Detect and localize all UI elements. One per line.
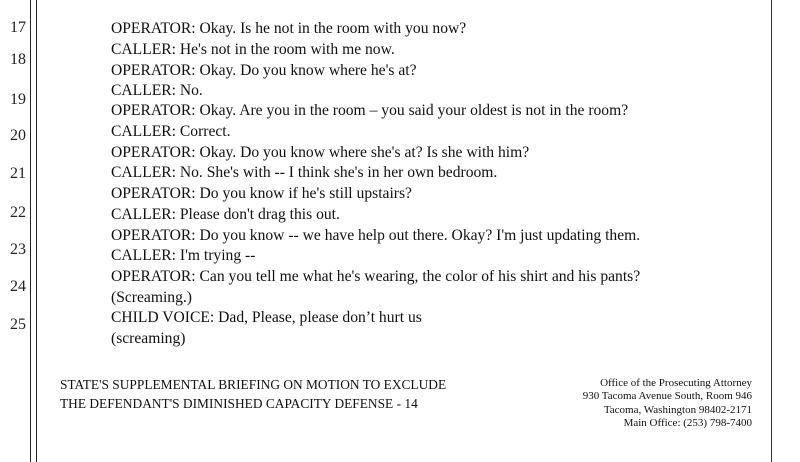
line-number: 21 bbox=[10, 165, 26, 182]
transcript-line: CALLER: No. bbox=[111, 82, 203, 99]
line-number: 19 bbox=[10, 91, 26, 108]
line-number: 23 bbox=[10, 241, 26, 258]
left-margin-rule-outer bbox=[30, 0, 31, 462]
transcript-line: CALLER: Please don't drag this out. bbox=[111, 206, 340, 223]
transcript-line: OPERATOR: Do you know -- we have help out there. Okay? I'm just updating them. bbox=[111, 227, 641, 244]
office-name: Office of the Prosecuting Attorney bbox=[600, 377, 752, 389]
office-address: 930 Tacoma Avenue South, Room 946 bbox=[582, 390, 752, 402]
transcript-line: (Screaming.) bbox=[111, 289, 192, 306]
transcript-line: CALLER: He's not in the room with me now. bbox=[111, 41, 395, 58]
transcript-line: OPERATOR: Okay. Are you in the room – you said your oldest is not in the room? bbox=[111, 102, 629, 119]
transcript-line: OPERATOR: Okay. Do you know where she's at? Is she with him? bbox=[111, 144, 530, 161]
transcript-line: OPERATOR: Do you know if he's still upstairs? bbox=[111, 185, 412, 202]
transcript-line: CALLER: Correct. bbox=[111, 123, 231, 140]
line-number: 24 bbox=[10, 278, 26, 295]
line-number: 20 bbox=[10, 127, 26, 144]
transcript-line: OPERATOR: Okay. Is he not in the room with you now? bbox=[111, 20, 467, 37]
transcript-line: CALLER: No. She's with -- I think she's in her own bedroom. bbox=[111, 164, 498, 181]
line-number: 22 bbox=[10, 204, 26, 221]
transcript-line: CALLER: I'm trying -- bbox=[111, 247, 256, 264]
right-margin-rule bbox=[771, 0, 772, 462]
line-number: 25 bbox=[10, 316, 26, 333]
line-number: 18 bbox=[10, 51, 26, 68]
office-city: Tacoma, Washington 98402-2171 bbox=[603, 404, 752, 416]
transcript-line: OPERATOR: Can you tell me what he's wearing, the color of his shirt and his pants? bbox=[111, 268, 641, 285]
office-phone: Main Office: (253) 798-7400 bbox=[623, 417, 752, 429]
transcript-line: (screaming) bbox=[111, 330, 186, 347]
left-margin-rule-inner bbox=[36, 0, 37, 462]
document-caption-line-2: THE DEFENDANT'S DIMINISHED CAPACITY DEFENSE - 14 bbox=[60, 396, 418, 411]
transcript-line: CHILD VOICE: Dad, Please, please don’t hurt us bbox=[111, 309, 422, 326]
document-caption-line-1: STATE'S SUPPLEMENTAL BRIEFING ON MOTION TO EXCLUDE bbox=[60, 377, 447, 392]
line-number: 17 bbox=[10, 19, 26, 36]
transcript-line: OPERATOR: Okay. Do you know where he's at? bbox=[111, 62, 417, 79]
